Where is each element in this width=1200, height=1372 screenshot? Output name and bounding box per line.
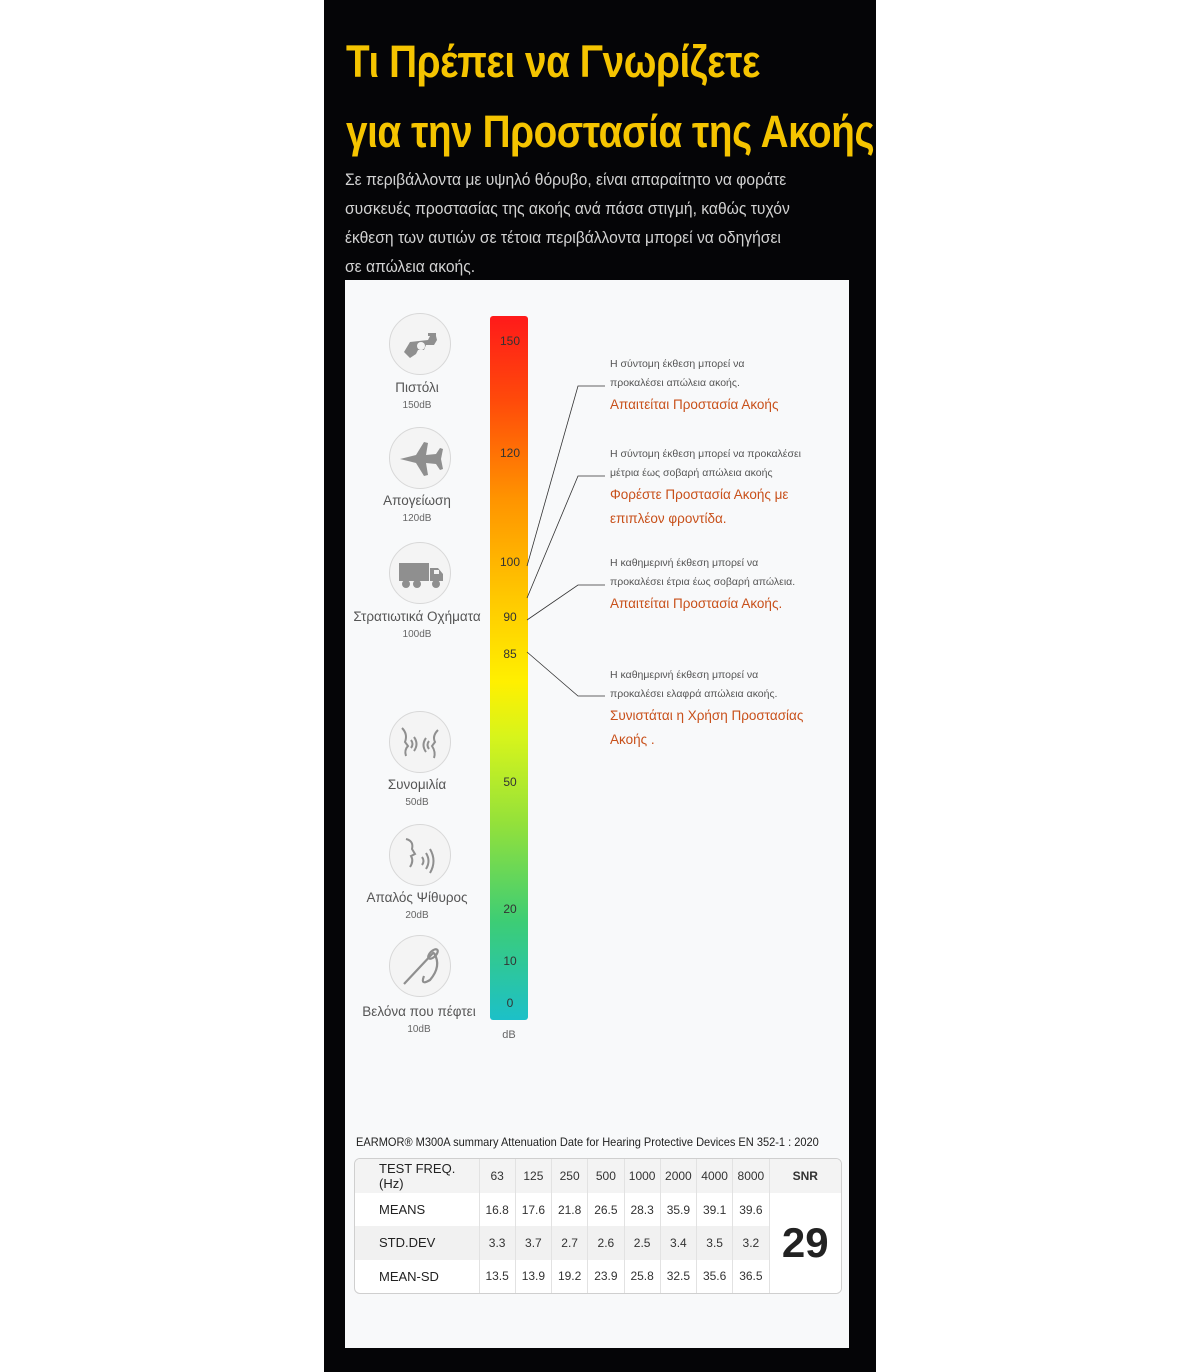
source-level: 50dB (405, 797, 429, 808)
note-text: Η καθημερινή έκθεση μπορεί να (610, 557, 759, 569)
source-level: 100dB (402, 629, 432, 640)
scale-tick: 90 (503, 610, 517, 624)
attenuation-table (354, 1158, 842, 1294)
source-name: Απαλός Ψίθυρος (366, 890, 468, 905)
table-cell: 3.7 (515, 1226, 551, 1259)
frequency-cell: 500 (588, 1159, 624, 1193)
frequency-cell: 63 (479, 1159, 515, 1193)
table-cell: 25.8 (624, 1260, 660, 1293)
scale-tick: 150 (499, 334, 521, 348)
exposure-note (610, 666, 840, 752)
note-warning: Συνιστάται η Χρήση Προστασίας (610, 708, 804, 723)
table-cell: 19.2 (552, 1260, 588, 1293)
table-cell: 3.3 (479, 1226, 515, 1259)
note-text: Η καθημερινή έκθεση μπορεί να (610, 669, 759, 681)
note-warning: Φορέστε Προστασία Ακοής με (610, 487, 789, 502)
scale-tick: 0 (506, 996, 514, 1010)
table-cell: 3.4 (660, 1226, 696, 1259)
source-name: Πιστόλι (395, 380, 439, 395)
exposure-note (610, 554, 840, 616)
snr-header: SNR (769, 1159, 841, 1193)
table-cell: 28.3 (624, 1193, 660, 1226)
frequency-cell: 250 (552, 1159, 588, 1193)
note-text: προκαλέσει ελαφρά απώλεια ακοής. (610, 688, 778, 700)
source-name: Συνομιλία (387, 777, 447, 792)
intro-text-line: συσκευές προστασίας της ακοής ανά πάσα στιγμή, καθώς τυχόν (345, 199, 790, 218)
table-cell: 35.6 (697, 1260, 733, 1293)
note-warning: επιπλέον φροντίδα. (610, 511, 727, 526)
table-cell: 13.5 (479, 1260, 515, 1293)
table-cell: 26.5 (588, 1193, 624, 1226)
intro-text-line: έκθεση των αυτιών σε τέτοια περιβάλλοντα μπορεί να οδηγήσει (345, 228, 781, 247)
row-label: STD.DEV (355, 1226, 479, 1259)
scale-tick: 100 (499, 555, 521, 569)
note-warning: Απαιτείται Προστασία Ακοής. (610, 596, 783, 611)
table-cell: 39.1 (697, 1193, 733, 1226)
table-cell: 3.5 (697, 1226, 733, 1259)
source-level: 10dB (407, 1024, 431, 1035)
exposure-note (610, 445, 850, 531)
note-text: Η σύντομη έκθεση μπορεί να προκαλέσει (610, 448, 801, 460)
frequency-cell: 1000 (624, 1159, 660, 1193)
note-text: μέτρια έως σοβαρή απώλεια ακοής (610, 467, 773, 479)
note-text: προκαλέσει απώλεια ακοής. (610, 377, 740, 389)
table-cell: 13.9 (515, 1260, 551, 1293)
source-level: 20dB (405, 910, 429, 921)
source-level: 150dB (402, 400, 432, 411)
page-title-line-1: Τι Πρέπει να Γνωρίζετε (346, 36, 760, 87)
frequency-cell: 4000 (697, 1159, 733, 1193)
table-cell: 23.9 (588, 1260, 624, 1293)
table-cell: 2.5 (624, 1226, 660, 1259)
scale-tick: 85 (503, 647, 517, 661)
attenuation-caption: EARMOR® M300A summary Attenuation Date for Hearing Protective Devices EN 352-1 : 2020 (356, 1135, 819, 1149)
frequency-cell: 8000 (733, 1159, 769, 1193)
intro-text-line: σε απώλεια ακοής. (345, 257, 476, 276)
table-cell: 17.6 (515, 1193, 551, 1226)
note-warning: Απαιτείται Προστασία Ακοής (610, 397, 779, 412)
table-cell: 3.2 (733, 1226, 769, 1259)
row-label: MEANS (355, 1193, 479, 1226)
table-row (355, 1226, 841, 1259)
note-warning: Ακοής . (610, 732, 655, 747)
frequency-cell: 2000 (660, 1159, 696, 1193)
table-cell: 32.5 (660, 1260, 696, 1293)
frequency-cell: 125 (515, 1159, 551, 1193)
snr-value: 29 (769, 1193, 841, 1293)
table-cell: 16.8 (479, 1193, 515, 1226)
table-cell: 39.6 (733, 1193, 769, 1226)
table-row (355, 1260, 841, 1293)
scale-unit-label: dB (502, 1029, 516, 1041)
scale-tick: 10 (503, 954, 517, 968)
note-text: Η σύντομη έκθεση μπορεί να (610, 358, 745, 370)
scale-tick: 120 (499, 446, 521, 460)
source-name: Βελόνα που πέφτει (362, 1004, 476, 1019)
header-cell: TEST FREQ.(Hz) (355, 1159, 479, 1193)
exposure-note (610, 355, 840, 417)
scale-tick: 20 (503, 902, 517, 916)
intro-text-line: Σε περιβάλλοντα με υψηλό θόρυβο, είναι απαραίτητο να φοράτε (345, 170, 787, 189)
table-cell: 21.8 (552, 1193, 588, 1226)
source-name: Απογείωση (383, 493, 451, 508)
table-row (355, 1193, 841, 1226)
note-text: προκαλέσει έτρια έως σοβαρή απώλεια. (610, 576, 796, 588)
row-label: MEAN-SD (355, 1260, 479, 1293)
table-cell: 2.6 (588, 1226, 624, 1259)
source-level: 120dB (402, 513, 432, 524)
table-cell: 35.9 (660, 1193, 696, 1226)
table-header-row (355, 1159, 841, 1193)
source-name: Στρατιωτικά Οχήματα (353, 609, 481, 624)
table-cell: 36.5 (733, 1260, 769, 1293)
table-cell: 2.7 (552, 1226, 588, 1259)
scale-tick: 50 (503, 775, 517, 789)
page-title-line-2: για την Προστασία της Ακοής (346, 106, 875, 157)
